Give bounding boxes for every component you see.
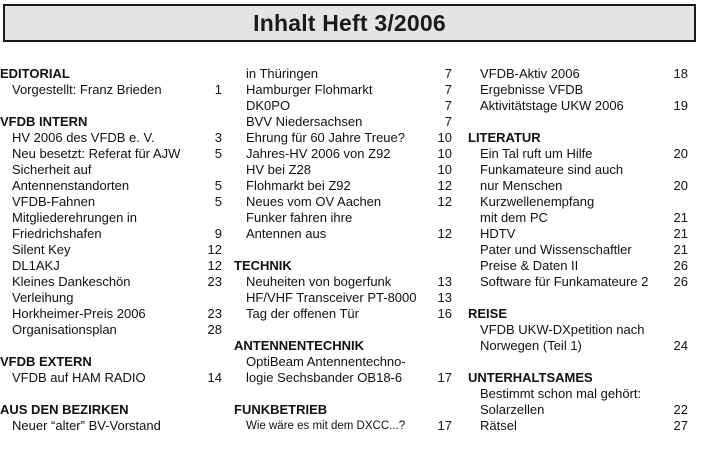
entry-page-number: 10: [437, 146, 452, 161]
section-title: ANTENNENTECHNIK: [234, 338, 364, 353]
section-title: REISE: [468, 306, 508, 321]
toc-entry[interactable]: [234, 82, 452, 98]
entry-title: VFDB-Fahnen: [12, 194, 96, 209]
toc-entry[interactable]: [468, 274, 688, 290]
entry-title: Mitgliederehrungen in Friedrichshafen: [12, 210, 138, 241]
entry-page-number: 14: [207, 370, 222, 385]
toc-entry[interactable]: [468, 82, 688, 114]
toc-entry[interactable]: [234, 210, 452, 242]
toc-entry[interactable]: [0, 418, 222, 434]
page-title: Inhalt Heft 3/2006: [253, 9, 446, 36]
toc-section: [234, 258, 452, 322]
entry-page-number: 7: [444, 98, 452, 113]
entry-page-number: 21: [673, 210, 688, 225]
entry-title: Organisationsplan: [12, 322, 117, 337]
entry-page-number: 7: [444, 114, 452, 129]
toc-section: [234, 402, 452, 434]
entry-page-number: 18: [673, 66, 688, 81]
entry-page-number: 22: [673, 402, 688, 417]
toc-entry[interactable]: [0, 194, 222, 210]
entry-title: OptiBeam Antennentechno- logie Sechsbander OB18-6: [246, 354, 406, 385]
toc-section: [0, 66, 222, 98]
section-title: EDITORIAL: [0, 66, 70, 81]
entry-page-number: 7: [444, 82, 452, 97]
entry-title: Bestimmt schon mal gehört: Solarzellen: [480, 386, 642, 417]
entry-page-number: 12: [437, 194, 452, 209]
entry-title: Sicherheit auf Antennenstandorten: [12, 162, 130, 193]
toc-entry[interactable]: [234, 146, 452, 162]
entry-title: in Thüringen: [246, 66, 319, 81]
toc-entry[interactable]: [0, 242, 222, 258]
entry-page-number: 10: [437, 130, 452, 145]
entry-page-number: 12: [207, 242, 222, 257]
entry-page-number: 20: [673, 178, 688, 193]
entry-title: Hamburger Flohmarkt: [246, 82, 373, 97]
entry-title: Flohmarkt bei Z92: [246, 178, 351, 193]
toc-column-3: [468, 66, 688, 434]
entry-title: Rätsel: [480, 418, 517, 433]
section-title: TECHNIK: [234, 258, 292, 273]
entry-page-number: 5: [214, 194, 222, 209]
toc-entry[interactable]: [468, 258, 688, 274]
entry-title: Vorgestellt: Franz Brieden: [12, 82, 162, 97]
toc-entry[interactable]: [0, 258, 222, 274]
toc-entry[interactable]: [0, 274, 222, 290]
entry-title: Wie wäre es mit dem DXCC...?: [246, 420, 406, 432]
entry-title: Verleihung Horkheimer-Preis 2006: [12, 290, 146, 321]
entry-page-number: 23: [207, 306, 222, 321]
entry-title: VFDB auf HAM RADIO: [12, 370, 146, 385]
entry-title: Ehrung für 60 Jahre Treue?: [246, 130, 405, 145]
toc-entry[interactable]: [468, 194, 688, 226]
toc-entry[interactable]: [234, 290, 452, 306]
entry-page-number: 7: [444, 66, 452, 81]
toc-entry[interactable]: [468, 66, 688, 82]
toc-entry[interactable]: [0, 370, 222, 386]
entry-title: HV bei Z28: [246, 162, 312, 177]
entry-title: Silent Key: [12, 242, 71, 257]
toc-section: [468, 130, 688, 290]
entry-title: Ergebnisse VFDB Aktivitätstage UKW 2006: [480, 82, 624, 113]
entry-title: HV 2006 des VFDB e. V.: [12, 130, 155, 145]
toc-section: [0, 402, 222, 434]
section-title: VFDB EXTERN: [0, 354, 92, 369]
toc-entry[interactable]: [468, 162, 688, 194]
toc-entry[interactable]: [234, 162, 452, 178]
toc-entry[interactable]: [0, 290, 222, 322]
entry-title: DL1AKJ: [12, 258, 60, 273]
entry-page-number: 21: [673, 226, 688, 241]
toc-section: [468, 66, 688, 114]
toc-column-2: [234, 66, 452, 434]
entry-title: BVV Niedersachsen: [246, 114, 363, 129]
entry-page-number: 3: [214, 130, 222, 145]
toc-section: [234, 338, 452, 386]
toc-entry[interactable]: [234, 98, 452, 114]
toc-section: [468, 306, 688, 354]
toc-entry[interactable]: [0, 322, 222, 338]
section-title: VFDB INTERN: [0, 114, 88, 129]
entry-page-number: 12: [207, 258, 222, 273]
toc-entry[interactable]: [234, 274, 452, 290]
toc-entry[interactable]: [0, 130, 222, 146]
section-title: LITERATUR: [468, 130, 541, 145]
entry-title: Preise & Daten II: [480, 258, 579, 273]
toc-entry[interactable]: [234, 354, 452, 386]
section-title: FUNKBETRIEB: [234, 402, 328, 417]
toc-entry[interactable]: [0, 210, 222, 242]
entry-page-number: 5: [214, 146, 222, 161]
toc-entry[interactable]: [234, 306, 452, 322]
entry-page-number: 24: [673, 338, 688, 353]
entry-page-number: 16: [437, 306, 452, 321]
toc-entry[interactable]: [468, 146, 688, 162]
toc-entry[interactable]: [468, 386, 688, 418]
entry-page-number: 26: [673, 258, 688, 273]
entry-page-number: 26: [673, 274, 688, 289]
entry-title: DK0PO: [246, 98, 291, 113]
entry-title: Software für Funkamateure 2: [480, 274, 649, 289]
entry-title: VFDB UKW-DXpetition nach Norwegen (Teil 1): [480, 322, 645, 353]
entry-page-number: 12: [437, 178, 452, 193]
entry-page-number: 13: [437, 274, 452, 289]
entry-title: VFDB-Aktiv 2006: [480, 66, 580, 81]
entry-page-number: 10: [437, 162, 452, 177]
entry-page-number: 21: [673, 242, 688, 257]
entry-title: Pater und Wissenschaftler: [480, 242, 632, 257]
toc-entry[interactable]: [0, 82, 222, 98]
entry-title: HF/VHF Transceiver PT-8000: [246, 290, 417, 305]
entry-title: HDTV: [480, 226, 516, 241]
toc-section: [234, 66, 452, 242]
entry-page-number: 19: [673, 98, 688, 113]
toc-section: [468, 370, 688, 434]
entry-page-number: 5: [214, 178, 222, 193]
toc-entry[interactable]: [0, 162, 222, 194]
entry-page-number: 28: [207, 322, 222, 337]
entry-page-number: 23: [207, 274, 222, 289]
entry-title: Neues vom OV Aachen: [246, 194, 382, 209]
entry-page-number: 20: [673, 146, 688, 161]
toc-entry[interactable]: [234, 130, 452, 146]
toc-column-1: [0, 66, 222, 434]
section-title: AUS DEN BEZIRKEN: [0, 402, 129, 417]
toc-entry[interactable]: [234, 114, 452, 130]
entry-page-number: 12: [437, 226, 452, 241]
toc-entry[interactable]: [468, 418, 688, 434]
toc-entry[interactable]: [468, 242, 688, 258]
toc-entry[interactable]: [234, 418, 452, 434]
page-header: [3, 4, 696, 42]
entry-title: Funker fahren ihre Antennen aus: [246, 210, 353, 241]
entry-title: Neuer “alter” BV-Vorstand: [12, 418, 161, 433]
toc-entry[interactable]: [234, 178, 452, 194]
entry-title: Funkamateure sind auch nur Menschen: [480, 162, 624, 193]
toc-entry[interactable]: [468, 226, 688, 242]
entry-title: Kurzwellenempfang mit dem PC: [480, 194, 595, 225]
toc-entry[interactable]: [234, 66, 452, 82]
entry-title: Ein Tal ruft um Hilfe: [480, 146, 593, 161]
toc-entry[interactable]: [234, 194, 452, 210]
entry-page-number: 17: [437, 418, 452, 433]
entry-page-number: 13: [437, 290, 452, 305]
toc-section: [0, 354, 222, 386]
toc-section: [0, 114, 222, 338]
section-title: UNTERHALTSAMES: [468, 370, 593, 385]
entry-title: Jahres-HV 2006 von Z92: [246, 146, 391, 161]
entry-title: Neu besetzt: Referat für AJW: [12, 146, 181, 161]
entry-page-number: 17: [437, 370, 452, 385]
toc-entry[interactable]: [0, 146, 222, 162]
entry-title: Tag der offenen Tür: [246, 306, 359, 321]
entry-title: Kleines Dankeschön: [12, 274, 131, 289]
entry-title: Neuheiten von bogerfunk: [246, 274, 392, 289]
entry-page-number: 27: [673, 418, 688, 433]
entry-page-number: 1: [214, 82, 222, 97]
toc-entry[interactable]: [468, 322, 688, 354]
entry-page-number: 9: [214, 226, 222, 241]
